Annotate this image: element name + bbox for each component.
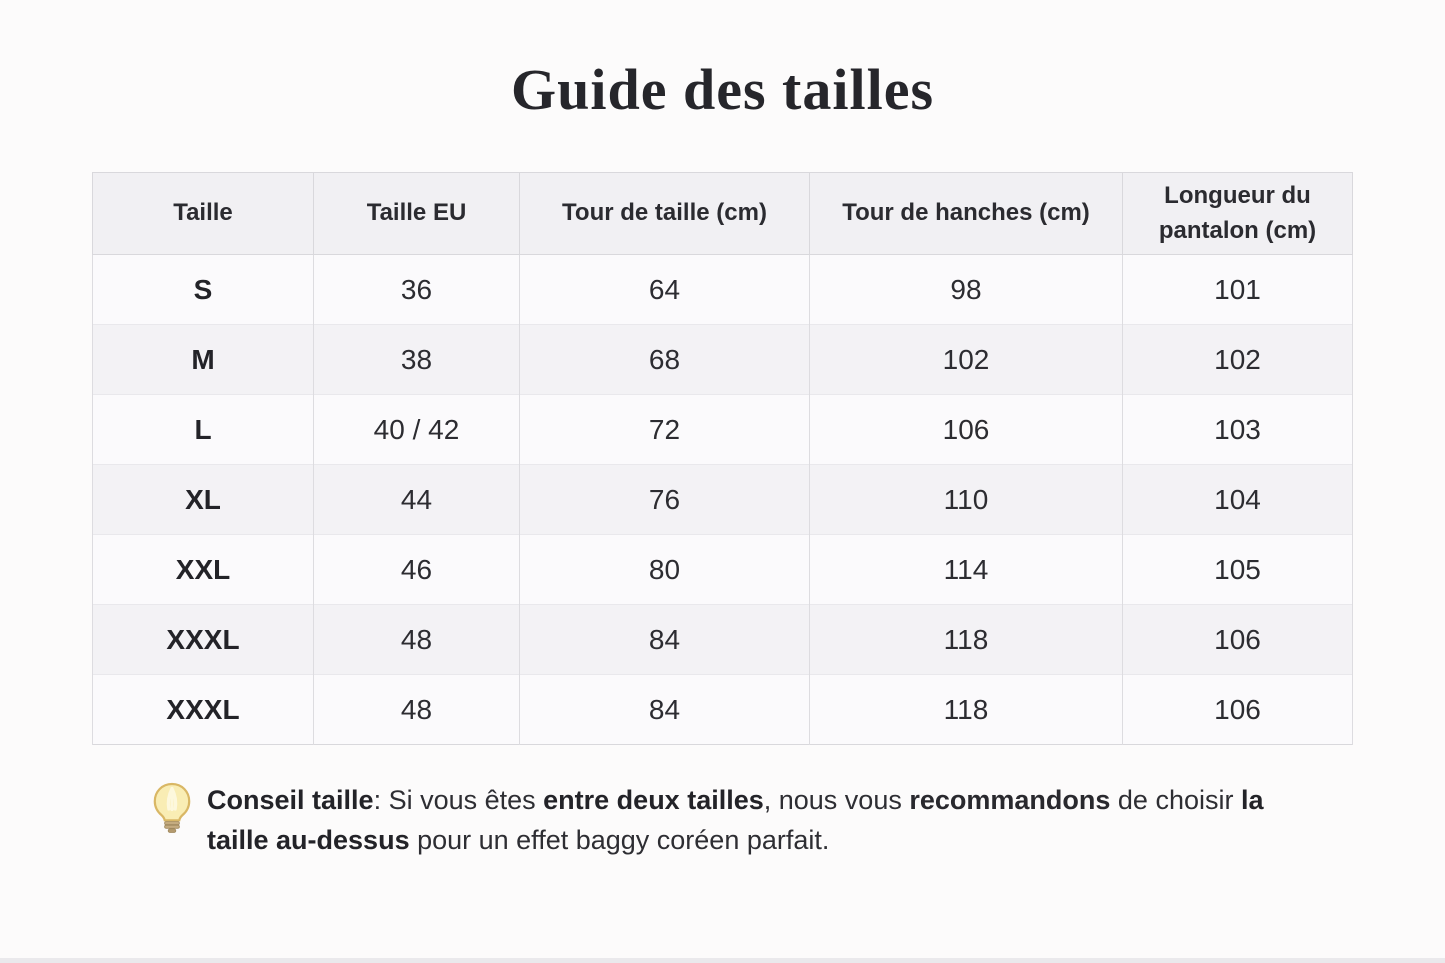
table-row-xl — [93, 465, 1353, 535]
cell-tour-taille: 76 — [520, 465, 810, 535]
cell-longueur: 101 — [1123, 255, 1353, 325]
cell-longueur: 102 — [1123, 325, 1353, 395]
note-segment: Conseil taille — [207, 785, 374, 815]
cell-tour-hanches: 106 — [810, 395, 1123, 465]
note-segment: : Si vous êtes — [373, 785, 544, 815]
cell-taille-eu: 44 — [314, 465, 520, 535]
cell-tour-taille: 72 — [520, 395, 810, 465]
cell-tour-hanches: 114 — [810, 535, 1123, 605]
table-row-xxxl-2 — [93, 675, 1353, 745]
table-row-l — [93, 395, 1353, 465]
bottom-divider — [0, 958, 1445, 963]
cell-longueur: 106 — [1123, 605, 1353, 675]
table-row-xxl — [93, 535, 1353, 605]
cell-tour-hanches: 118 — [810, 675, 1123, 745]
cell-tour-taille: 84 — [520, 675, 810, 745]
cell-taille-eu: 36 — [314, 255, 520, 325]
cell-tour-taille: 68 — [520, 325, 810, 395]
cell-size: XL — [93, 465, 314, 535]
cell-tour-taille: 80 — [520, 535, 810, 605]
lightbulb-icon — [152, 782, 192, 840]
cell-taille-eu: 48 — [314, 605, 520, 675]
table-row-xxxl — [93, 605, 1353, 675]
cell-size: XXXL — [93, 675, 314, 745]
cell-longueur: 103 — [1123, 395, 1353, 465]
column-header-tour-de-hanches: Tour de hanches (cm) — [810, 173, 1123, 255]
note-text — [207, 780, 1317, 860]
column-header-taille: Taille — [93, 173, 314, 255]
table-row-m — [93, 325, 1353, 395]
cell-tour-hanches: 98 — [810, 255, 1123, 325]
column-header-tour-de-taille: Tour de taille (cm) — [520, 173, 810, 255]
table-header-row — [93, 173, 1353, 255]
note-segment: , nous vous — [763, 785, 910, 815]
cell-tour-hanches: 110 — [810, 465, 1123, 535]
cell-taille-eu: 38 — [314, 325, 520, 395]
cell-size: XXXL — [93, 605, 314, 675]
size-advice-note — [152, 780, 1317, 860]
cell-taille-eu: 46 — [314, 535, 520, 605]
column-header-longueur-pantalon: Longueur du pantalon (cm) — [1123, 173, 1353, 255]
cell-tour-hanches: 118 — [810, 605, 1123, 675]
note-segment: entre deux tailles — [543, 785, 764, 815]
cell-size: S — [93, 255, 314, 325]
column-header-taille-eu: Taille EU — [314, 173, 520, 255]
cell-size: XXL — [93, 535, 314, 605]
note-segment: pour un effet baggy coréen parfait. — [409, 825, 830, 855]
table-row-s — [93, 255, 1353, 325]
note-segment: la taille au-dessus — [207, 785, 1264, 855]
note-segment: de choisir — [1110, 785, 1241, 815]
cell-size: L — [93, 395, 314, 465]
size-guide-table — [92, 172, 1353, 745]
cell-tour-taille: 64 — [520, 255, 810, 325]
cell-longueur: 105 — [1123, 535, 1353, 605]
cell-longueur: 104 — [1123, 465, 1353, 535]
cell-tour-hanches: 102 — [810, 325, 1123, 395]
cell-tour-taille: 84 — [520, 605, 810, 675]
cell-taille-eu: 48 — [314, 675, 520, 745]
cell-size: M — [93, 325, 314, 395]
cell-taille-eu: 40 / 42 — [314, 395, 520, 465]
cell-longueur: 106 — [1123, 675, 1353, 745]
note-segment: recommandons — [909, 785, 1111, 815]
page-title: Guide des tailles — [510, 57, 935, 122]
